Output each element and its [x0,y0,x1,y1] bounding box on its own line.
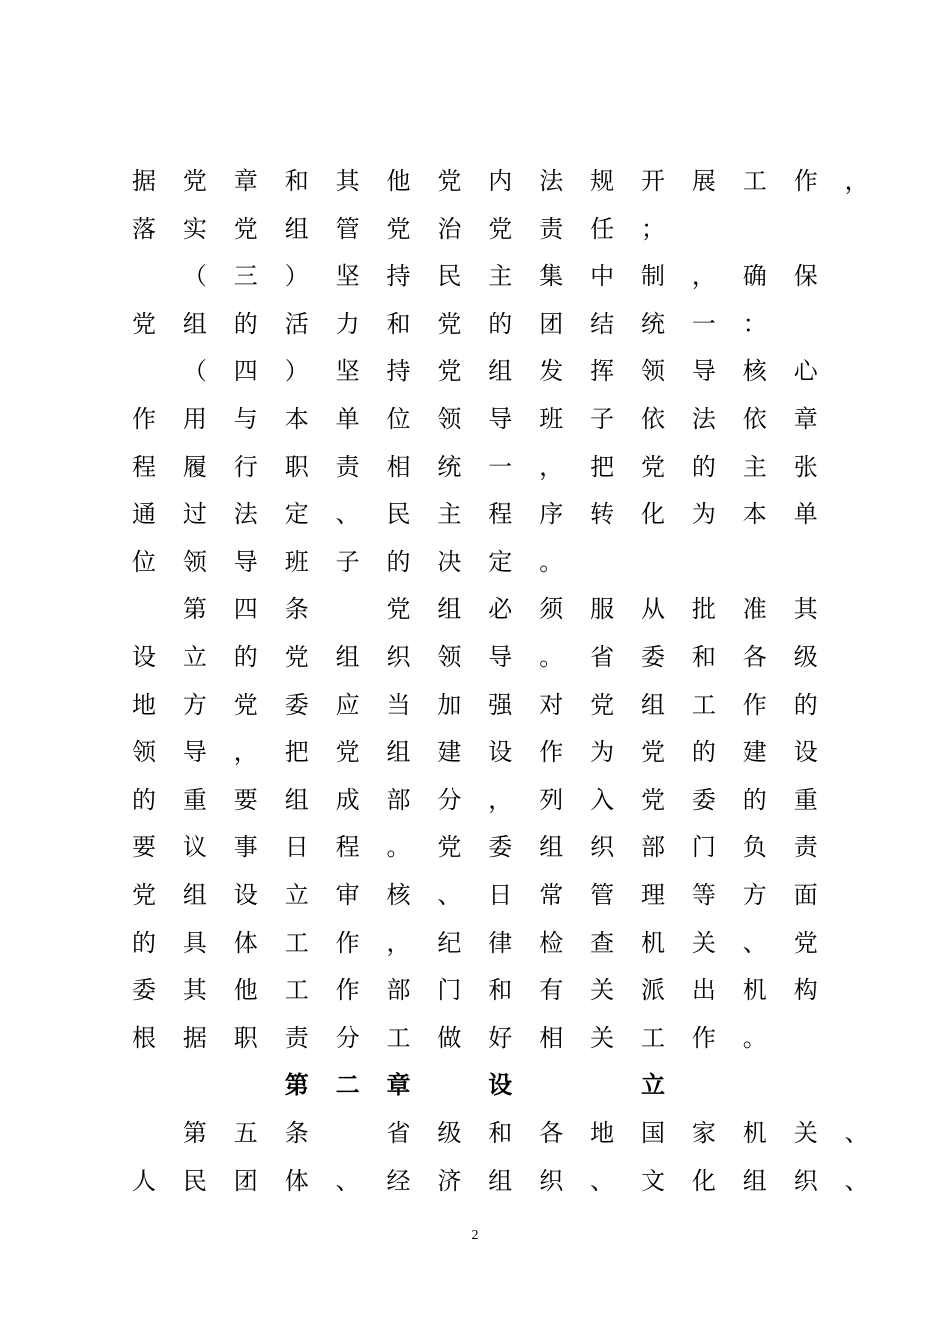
text-line: 落 实 党 组 管 党 治 党 责 任 ； [132,214,665,243]
text-line: （ 三 ） 坚 持 民 主 集 中 制 ， 确 保 [182,262,818,291]
text-line: 作 用 与 本 单 位 领 导 班 子 依 法 依 章 [132,405,818,433]
text-line: 设 立 的 党 组 织 领 导 。 省 委 和 各 级 [132,643,818,671]
text-line: 地 方 党 委 应 当 加 强 对 党 组 工 作 的 [132,690,818,719]
text-line: 通 过 法 定 、 民 主 程 序 转 化 为 本 单 [132,500,818,529]
text-line: 第 二 章 设 立 [284,1071,665,1100]
text-line: （ 四 ） 坚 持 党 组 发 挥 领 导 核 心 [182,357,818,386]
text-line: 党 组 设 立 审 核 、 日 常 管 理 等 方 面 [132,881,818,909]
text-line: 第 四 条 党 组 必 须 服 从 批 准 其 [182,595,818,624]
text-line: 领 导 ， 把 党 组 建 设 作 为 党 的 建 设 [132,738,818,767]
text-line: 据 党 章 和 其 他 党 内 法 规 开 展 工 作 ， [132,167,869,195]
text-line: 党 组 的 活 力 和 党 的 团 结 统 一 ： [132,309,767,338]
text-line: 的 重 要 组 成 部 分 ， 列 入 党 委 的 重 [132,785,818,814]
text-line: 要 议 事 日 程 。 党 委 组 织 部 门 负 责 [132,833,818,862]
text-line: 位 领 导 班 子 的 决 定 。 [132,547,564,576]
text-line: 程 履 行 职 责 相 统 一 ， 把 党 的 主 张 [132,452,818,481]
page-number: 2 [471,1228,479,1243]
text-line: 根 据 职 责 分 工 做 好 相 关 工 作 。 [132,1023,767,1052]
text-line: 人 民 团 体 、 经 济 组 织 、 文 化 组 织 、 [132,1166,869,1195]
text-line: 第 五 条 省 级 和 各 地 国 家 机 关 、 [182,1119,869,1147]
text-line: 委 其 他 工 作 部 门 和 有 关 派 出 机 构 [132,976,818,1005]
text-line: 的 具 体 工 作 ， 纪 律 检 查 机 关 、 党 [132,928,818,957]
